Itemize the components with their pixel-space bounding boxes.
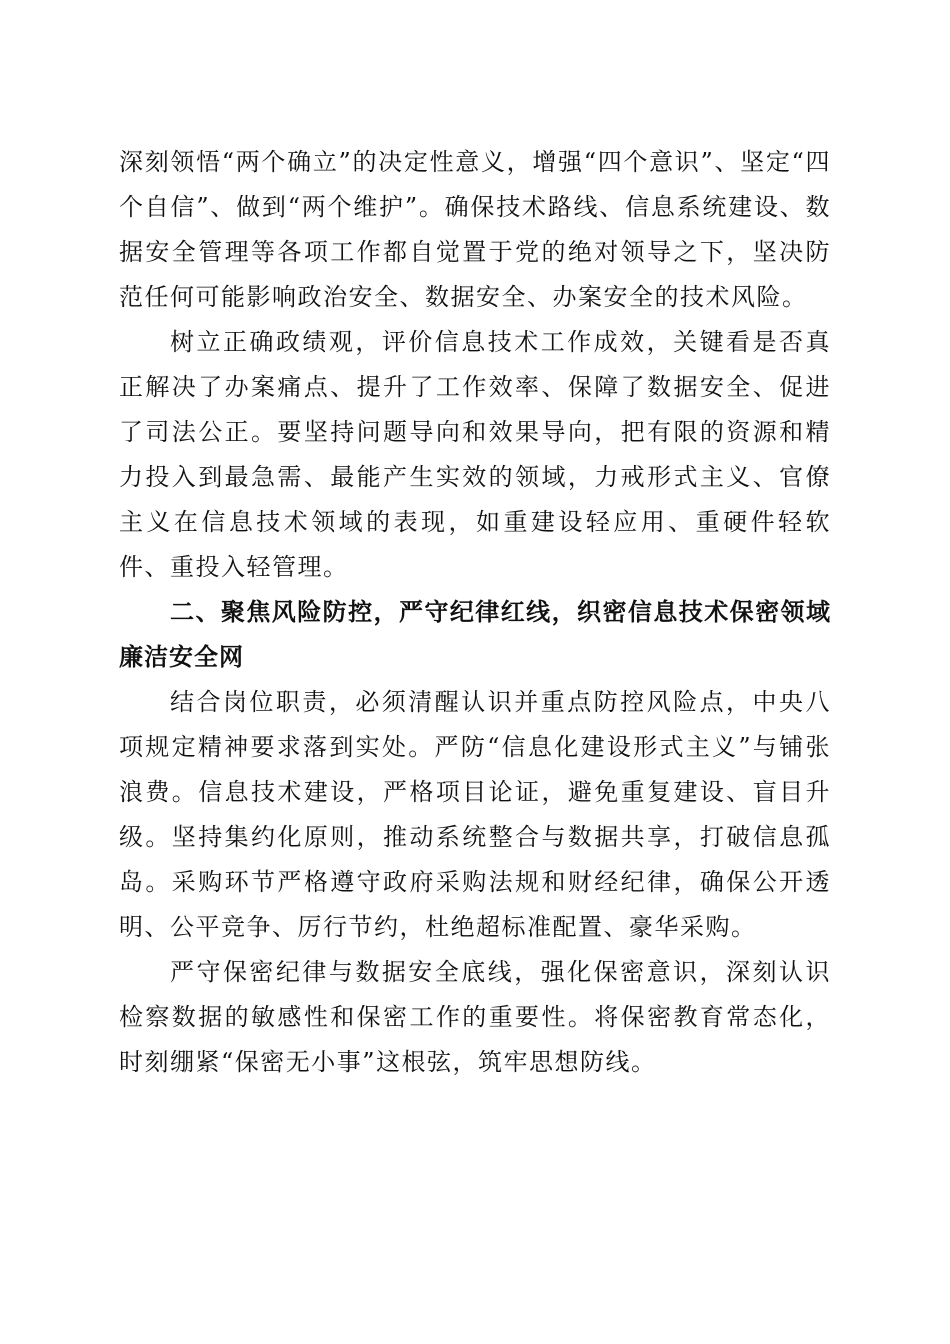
paragraph-1: 深刻领悟“两个确立”的决定性意义，增强“四个意识”、坚定“四个自信”、做到“两个维护”。确保技术路线、信息系统建设、数据安全管理等各项工作都自觉置于党的绝对领导之下，坚决防范任何可能影响政治安全、数据安全、办案安全的技术风险。 <box>119 148 831 311</box>
paragraph-3: 结合岗位职责，必须清醒认识并重点防控风险点，中央八项规定精神要求落到实处。严防“信息化建设形式主义”与铺张浪费。信息技术建设，严格项目论证，避免重复建设、盲目升级。坚持集约化原则，推动系统整合与数据共享，打破信息孤岛。采购环节严格遵守政府采购法规和财经纪律，确保公开透明、公平竞争、厉行节约，杜绝超标准配置、豪华采购。 <box>119 688 831 941</box>
paragraph-2: 树立正确政绩观，评价信息技术工作成效，关键看是否真正解决了办案痛点、提升了工作效率、保障了数据安全、促进了司法公正。要坚持问题导向和效果导向，把有限的资源和精力投入到最急需、最能产生实效的领域，力戒形式主义、官僚主义在信息技术领域的表现，如重建设轻应用、重硬件轻软件、重投入轻管理。 <box>119 328 831 581</box>
document-body <box>119 140 831 1085</box>
paragraph-4: 严守保密纪律与数据安全底线，强化保密意识，深刻认识检察数据的敏感性和保密工作的重要性。将保密教育常态化，时刻绷紧“保密无小事”这根弦，筑牢思想防线。 <box>119 958 831 1076</box>
section-heading-2: 二、聚焦风险防控，严守纪律红线，织密信息技术保密领域廉洁安全网 <box>119 598 831 671</box>
